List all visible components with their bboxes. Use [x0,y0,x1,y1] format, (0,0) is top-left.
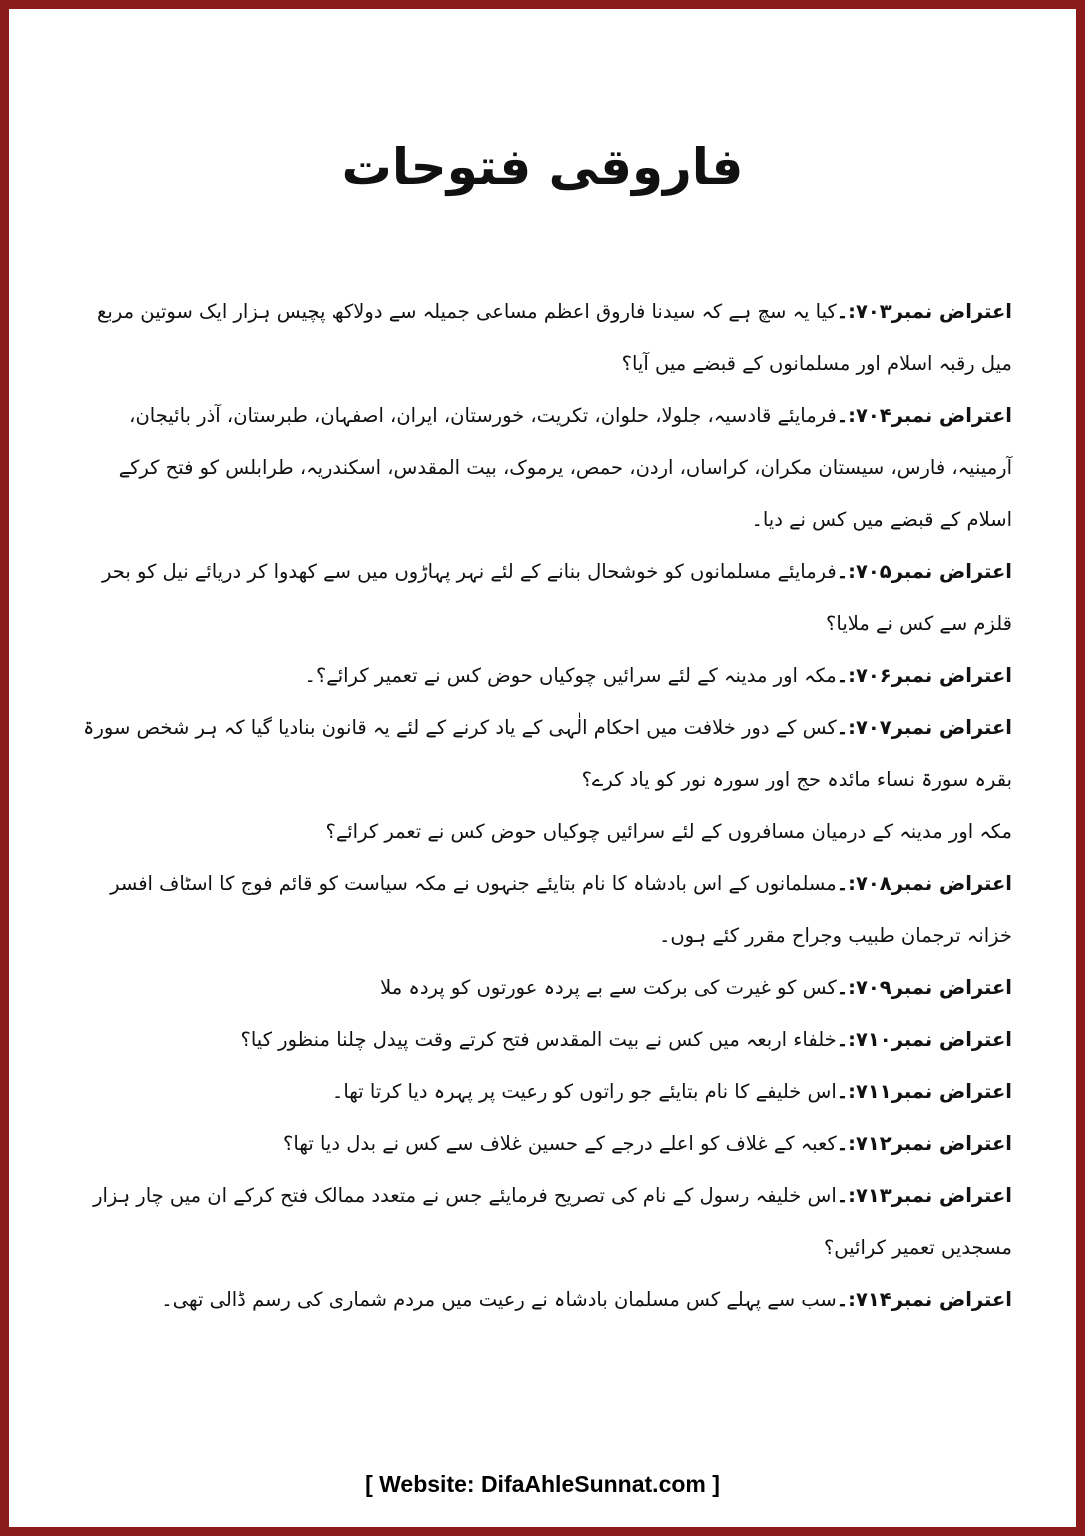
question-item [68,702,1012,806]
question-label: اعتراض نمبر۷۰۹:۔ [836,976,1012,999]
question-item [68,1170,1012,1274]
question-label: اعتراض نمبر۷۰۵:۔ [836,560,1012,583]
question-label: اعتراض نمبر۷۱۲:۔ [836,1132,1012,1155]
question-item [68,390,1012,546]
question-label: اعتراض نمبر۷۰۴:۔ [836,404,1012,427]
question-item [68,858,1012,962]
question-label: اعتراض نمبر۷۱۴:۔ [836,1288,1012,1311]
question-text: مسلمانوں کے اس بادشاہ کا نام بتایئے جنہوں نے مکہ سیاست کو قائم فوج کا اسٹاف افسر خزانہ ترجمان طبیب وجراح مقرر کئے ہوں۔ [110,872,1012,947]
page-content [18,18,1067,1518]
questions-list [68,286,1012,1326]
question-label: اعتراض نمبر۷۰۸:۔ [836,872,1012,895]
question-item [68,806,1012,858]
question-item [68,1118,1012,1170]
question-text: کعبہ کے غلاف کو اعلے درجے کے حسین غلاف سے کس نے بدل دیا تھا؟ [283,1132,837,1155]
question-text: سب سے پہلے کس مسلمان بادشاہ نے رعیت میں مردم شماری کی رسم ڈالی تھی۔ [161,1288,837,1311]
question-text: اس خلیفہ رسول کے نام کی تصریح فرمایئے جس نے متعدد ممالک فتح کرکے ان میں چار ہزار مسجدیں تعمیر کرائیں؟ [93,1184,1012,1259]
question-text: کس کو غیرت کی برکت سے بے پردہ عورتوں کو پردہ ملا [380,976,837,999]
question-item [68,1014,1012,1066]
question-item [68,286,1012,390]
question-item [68,546,1012,650]
question-text: مکہ اور مدینہ کے لئے سرائیں چوکیاں حوض کس نے تعمیر کرائے؟۔ [304,664,837,687]
question-item [68,962,1012,1014]
question-text: فرمایئے قادسیہ، جلولا، حلوان، تکریت، خورستان، ایران، اصفہان، طبرستان، آذر بائیجان، آرمینیہ، فارس، سیستان مکران، کراساں، اردن، حمص، یرموک، بیت المقدس، اسکندریہ، طرابلس کو فتح کرکے اسلام کے قبضے میں کس نے دیا۔ [118,404,1012,531]
question-label: اعتراض نمبر۷۰۶:۔ [836,664,1012,687]
question-label: اعتراض نمبر۷۱۰:۔ [836,1028,1012,1051]
question-item [68,1274,1012,1326]
question-text: فرمایئے مسلمانوں کو خوشحال بنانے کے لئے نہر پہاڑوں میں سے کھدوا کر دریائے نیل کو بحر قلزم سے کس نے ملایا؟ [102,560,1012,635]
page-title: فاروقی فتوحات [341,138,744,196]
question-label: اعتراض نمبر۷۰۷:۔ [836,716,1012,739]
question-text: مکہ اور مدینہ کے درمیان مسافروں کے لئے سرائیں چوکیاں حوض کس نے تعمر کرائے؟ [325,820,1012,843]
question-text: کس کے دور خلافت میں احکام الٰہی کے یاد کرنے کے لئے یہ قانون بنادیا گیا کہ ہر شخص سورۃ بقرہ سورۃ نساء مائدہ حج اور سورہ نور کو یاد کرے؟ [83,716,1012,791]
question-label: اعتراض نمبر۷۰۳:۔ [836,300,1012,323]
question-label: اعتراض نمبر۷۱۳:۔ [836,1184,1012,1207]
question-item [68,650,1012,702]
question-item [68,1066,1012,1118]
website-footer: [ Website: DifaAhleSunnat.com ] [365,1471,720,1497]
question-label: اعتراض نمبر۷۱۱:۔ [836,1080,1012,1103]
question-text: اس خلیفے کا نام بتایئے جو راتوں کو رعیت پر پہرہ دیا کرتا تھا۔ [331,1080,837,1103]
question-text: کیا یہ سچ ہے کہ سیدنا فاروق اعظم مساعی جمیلہ سے دولاکھ پچیس ہزار ایک سوتین مربع میل رقبہ اسلام اور مسلمانوں کے قبضے میں آیا؟ [97,300,1012,375]
question-text: خلفاء اربعہ میں کس نے بیت المقدس فتح کرتے وقت پیدل چلنا منظور کیا؟ [240,1028,837,1051]
